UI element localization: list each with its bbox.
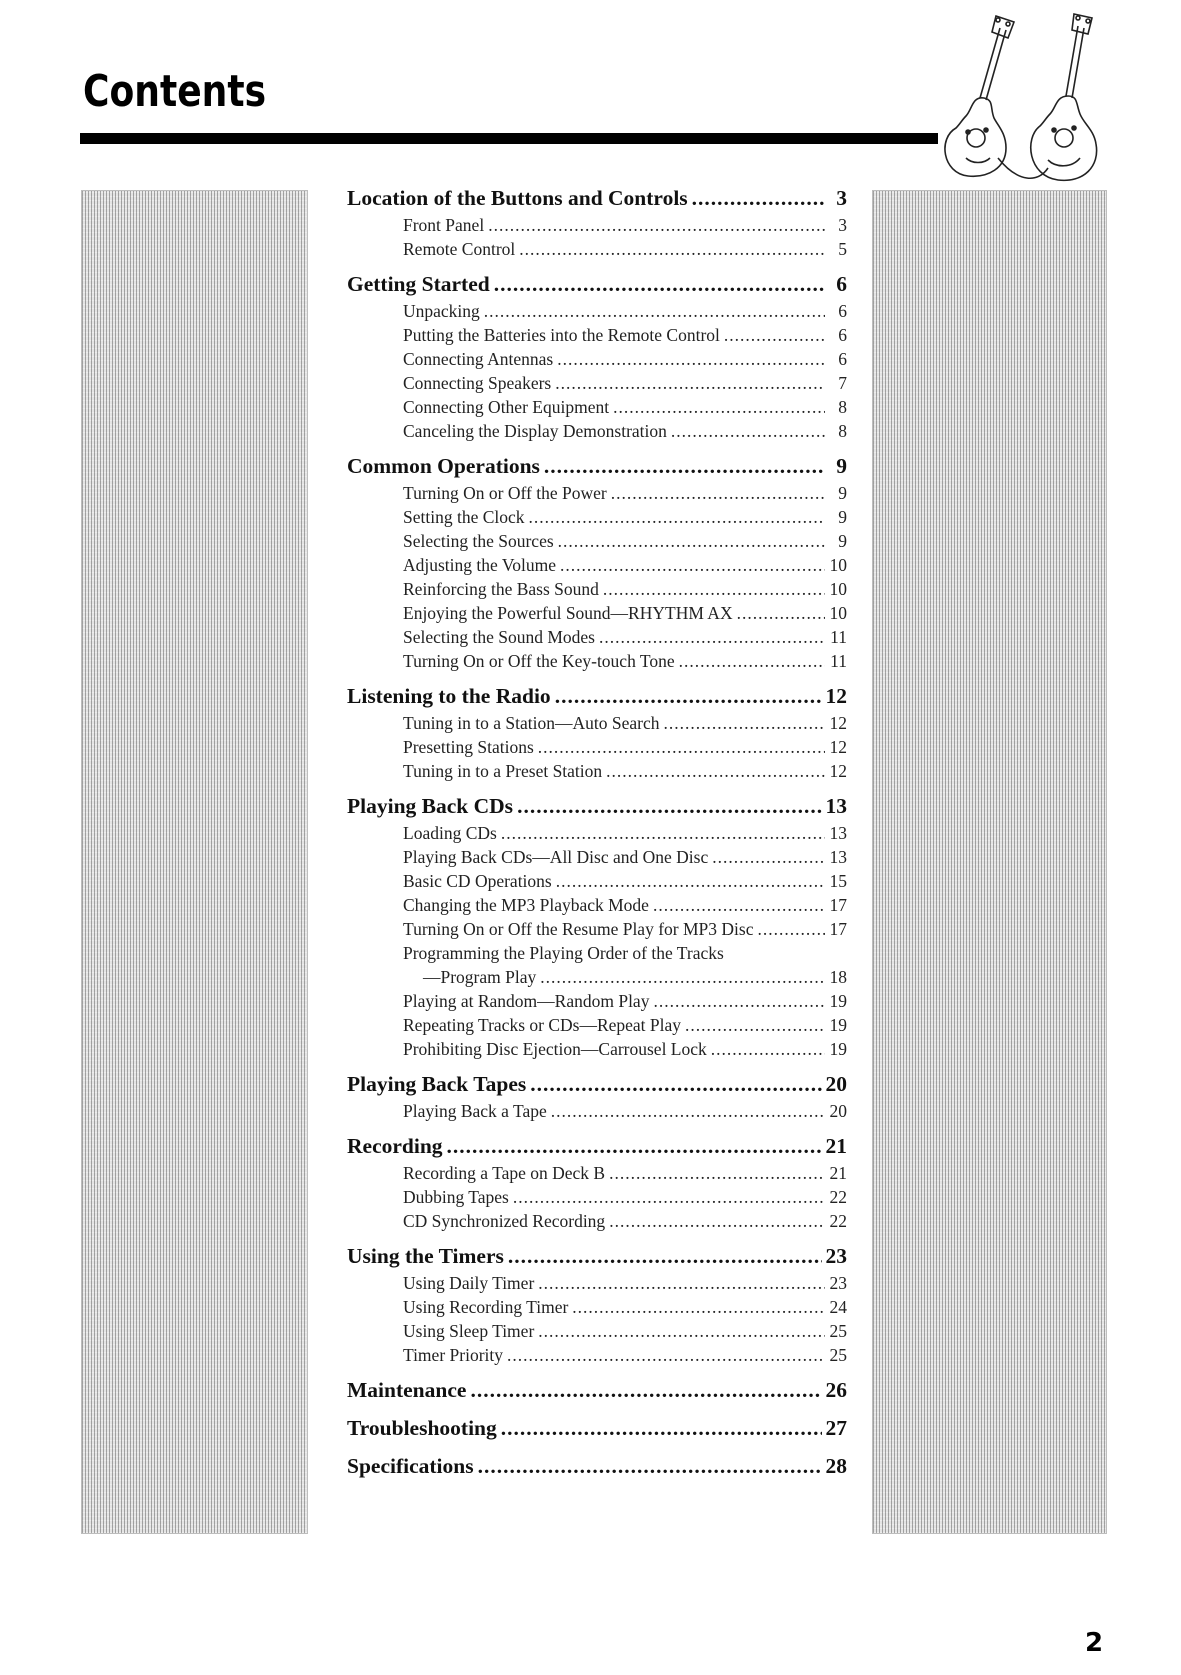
toc-section-heading[interactable] [347,1072,847,1101]
toc-entry-title: Basic CD Operations [403,871,552,891]
toc-entry-title: Turning On or Off the Key-touch Tone [403,651,675,671]
toc-entry-page: 11 [830,651,847,671]
guitar-mascots-icon [928,8,1108,193]
toc-entry-title: —Program Play [423,967,537,987]
dot-leader [501,1416,822,1441]
toc-entry-title: Unpacking [403,301,480,321]
toc-entry-title: Using Sleep Timer [403,1321,535,1341]
toc-entry-title: Remote Control [403,239,516,259]
dot-leader [671,421,825,442]
toc-entry[interactable] [347,531,847,555]
toc-entry-page: 10 [829,555,847,575]
toc-entry-page: 9 [838,483,847,503]
toc-entry[interactable] [347,737,847,761]
toc-entry-title: Setting the Clock [403,507,525,527]
toc-entry-page: 9 [838,531,847,551]
toc-section-title: Location of the Buttons and Controls [347,186,688,210]
table-of-contents [347,186,847,1483]
toc-section-heading[interactable] [347,1378,847,1407]
toc-section-heading[interactable] [347,1244,847,1273]
dot-leader [757,919,825,940]
dot-leader [557,349,825,370]
toc-section-heading[interactable] [347,272,847,301]
toc-entry-page: 21 [829,1163,847,1183]
toc-section-page: 27 [825,1416,847,1440]
title-rule [80,133,938,144]
toc-entry-title: Canceling the Display Demonstration [403,421,667,441]
toc-section-title: Maintenance [347,1378,467,1402]
toc-section-heading[interactable] [347,1454,847,1483]
toc-entry-title: Using Recording Timer [403,1297,569,1317]
right-pattern-panel [872,190,1107,1534]
toc-entry-page: 24 [829,1297,847,1317]
toc-entry-title: Loading CDs [403,823,497,843]
dot-leader [519,239,825,260]
toc-entry-page: 10 [829,579,847,599]
toc-entry-title: Recording a Tape on Deck B [403,1163,606,1183]
toc-entry-title: Using Daily Timer [403,1273,535,1293]
toc-entry-page: 8 [838,397,847,417]
toc-entry[interactable] [347,1345,847,1369]
toc-entry-page: 23 [829,1273,847,1293]
toc-section-page: 20 [825,1072,847,1096]
dot-leader [712,847,825,868]
toc-entry-title: Tuning in to a Preset Station [403,761,603,781]
toc-entry[interactable] [347,1163,847,1187]
toc-entry-page: 10 [829,603,847,623]
dot-leader [555,373,825,394]
toc-entry-page: 17 [829,919,847,939]
toc-entry[interactable] [347,1039,847,1063]
dot-leader [538,1321,825,1342]
toc-entry-page: 13 [829,823,847,843]
dot-leader [544,454,825,479]
page-title: Contents [83,66,267,117]
toc-entry-title: Selecting the Sound Modes [403,627,595,647]
dot-leader [560,555,825,576]
dot-leader [538,1273,825,1294]
toc-entry-title: Tuning in to a Station—Auto Search [403,713,660,733]
toc-entry-page: 6 [838,349,847,369]
toc-entry-page: 5 [838,239,847,259]
toc-entry-page: 25 [829,1321,847,1341]
toc-entry[interactable] [347,373,847,397]
toc-entry-page: 6 [838,325,847,345]
dot-leader [494,272,825,297]
toc-entry-page: 19 [829,1015,847,1035]
toc-entry[interactable] [347,651,847,675]
toc-entry[interactable] [347,325,847,349]
toc-entry-page: 12 [829,737,847,757]
toc-entry-page: 18 [829,967,847,987]
toc-entry-page: 12 [829,713,847,733]
dot-leader [685,1015,825,1036]
toc-entry[interactable] [347,919,847,943]
toc-section-title: Recording [347,1134,443,1158]
toc-entry-page: 11 [830,627,847,647]
dot-leader [447,1134,822,1159]
toc-section-heading[interactable] [347,454,847,483]
toc-entry-page: 6 [838,301,847,321]
toc-entry-title: Turning On or Off the Power [403,483,607,503]
toc-entry[interactable] [347,603,847,627]
left-pattern-panel [81,190,308,1534]
toc-section-heading[interactable] [347,186,847,215]
dot-leader [711,1039,825,1060]
toc-entry-page: 9 [838,507,847,527]
toc-entry-page: 22 [829,1211,847,1231]
dot-leader [530,1072,821,1097]
dot-leader [513,1187,825,1208]
dot-leader [507,1345,825,1366]
dot-leader [611,483,825,504]
dot-leader [606,761,825,782]
dot-leader [478,1454,822,1479]
toc-entry-title: Connecting Antennas [403,349,554,369]
dot-leader [653,991,825,1012]
toc-entry-title: Adjusting the Volume [403,555,556,575]
toc-entry-title: Presetting Stations [403,737,534,757]
toc-section-page: 26 [825,1378,847,1402]
toc-entry-title: Programming the Playing Order of the Tracks [403,943,724,963]
dot-leader [488,215,825,236]
toc-entry[interactable] [347,1101,847,1125]
toc-section-title: Troubleshooting [347,1416,497,1440]
toc-section-page: 12 [825,684,847,708]
dot-leader [555,684,822,709]
toc-entry-title: Connecting Speakers [403,373,552,393]
toc-entry-title: Reinforcing the Bass Sound [403,579,599,599]
toc-entry-page: 22 [829,1187,847,1207]
dot-leader [613,397,825,418]
toc-entry-title: CD Synchronized Recording [403,1211,606,1231]
toc-entry-title: Playing at Random—Random Play [403,991,650,1011]
toc-entry-page: 3 [838,215,847,235]
toc-section-title: Getting Started [347,272,490,296]
dot-leader [551,1101,825,1122]
toc-entry-page: 19 [829,991,847,1011]
dot-leader [517,794,821,819]
toc-entry-title: Turning On or Off the Resume Play for MP3 Disc [403,919,754,939]
toc-entry[interactable] [347,421,847,445]
toc-section-page: 6 [836,272,847,296]
toc-entry-title: Playing Back CDs—All Disc and One Disc [403,847,709,867]
toc-entry-title: Putting the Batteries into the Remote Control [403,325,720,345]
toc-entry-page: 13 [829,847,847,867]
toc-section-title: Specifications [347,1454,474,1478]
toc-entry[interactable] [347,1211,847,1235]
dot-leader [679,651,825,672]
toc-section-page: 13 [825,794,847,818]
toc-entry-page: 8 [838,421,847,441]
toc-entry[interactable] [347,397,847,421]
toc-entry[interactable] [347,239,847,263]
toc-entry-page: 7 [838,373,847,393]
toc-entry-title: Enjoying the Powerful Sound—RHYTHM AX [403,603,733,623]
toc-entry-page: 20 [829,1101,847,1121]
toc-section-heading[interactable] [347,1134,847,1163]
toc-section-heading[interactable] [347,684,847,713]
toc-entry[interactable] [347,761,847,785]
toc-entry-title: Timer Priority [403,1345,503,1365]
dot-leader [609,1211,825,1232]
toc-entry[interactable] [347,1321,847,1345]
toc-entry-page: 15 [829,871,847,891]
toc-section-page: 23 [825,1244,847,1268]
toc-section-heading[interactable] [347,794,847,823]
toc-entry-page: 19 [829,1039,847,1059]
dot-leader [470,1378,821,1403]
toc-entry[interactable] [347,871,847,895]
toc-section-title: Playing Back Tapes [347,1072,527,1096]
toc-entry-title: Playing Back a Tape [403,1101,547,1121]
toc-entry-title: Connecting Other Equipment [403,397,610,417]
toc-entry[interactable] [347,943,847,967]
toc-section-page: 9 [836,454,847,478]
toc-entry-title: Prohibiting Disc Ejection—Carrousel Lock [403,1039,707,1059]
toc-entry[interactable] [347,1187,847,1211]
toc-entry[interactable] [347,483,847,507]
toc-entry[interactable] [347,1015,847,1039]
dot-leader [501,823,825,844]
toc-entry[interactable] [347,579,847,603]
dot-leader [484,301,825,322]
toc-section-page: 28 [825,1454,847,1478]
toc-entry-title: Front Panel [403,215,485,235]
toc-entry[interactable] [347,967,847,991]
toc-section-title: Listening to the Radio [347,684,551,708]
dot-leader [603,579,825,600]
toc-section-page: 21 [825,1134,847,1158]
toc-entry[interactable] [347,349,847,373]
toc-entry[interactable] [347,713,847,737]
toc-entry[interactable] [347,895,847,919]
dot-leader [599,627,825,648]
dot-leader [529,507,825,528]
toc-entry[interactable] [347,991,847,1015]
toc-entry[interactable] [347,1273,847,1297]
toc-entry[interactable] [347,823,847,847]
toc-entry-title: Dubbing Tapes [403,1187,509,1207]
dot-leader [556,871,825,892]
toc-entry-page: 12 [829,761,847,781]
toc-section-title: Playing Back CDs [347,794,514,818]
toc-entry[interactable] [347,215,847,239]
toc-entry-title: Selecting the Sources [403,531,554,551]
dot-leader [653,895,825,916]
toc-section-title: Common Operations [347,454,540,478]
dot-leader [558,531,825,552]
page-number: 2 [1085,1628,1104,1658]
toc-entry[interactable] [347,1297,847,1321]
dot-leader [538,737,825,758]
dot-leader [692,186,825,211]
toc-section-heading[interactable] [347,1416,847,1445]
toc-entry[interactable] [347,507,847,531]
dot-leader [737,603,825,624]
toc-entry[interactable] [347,555,847,579]
toc-section-page: 3 [836,186,847,210]
toc-entry-page: 17 [829,895,847,915]
toc-entry[interactable] [347,301,847,325]
dot-leader [724,325,825,346]
toc-entry-page: 25 [829,1345,847,1365]
toc-section-title: Using the Timers [347,1244,504,1268]
dot-leader [508,1244,822,1269]
dot-leader [609,1163,825,1184]
dot-leader [540,967,825,988]
toc-entry-title: Repeating Tracks or CDs—Repeat Play [403,1015,682,1035]
dot-leader [664,713,825,734]
toc-entry[interactable] [347,627,847,651]
toc-entry-title: Changing the MP3 Playback Mode [403,895,649,915]
dot-leader [572,1297,825,1318]
toc-entry[interactable] [347,847,847,871]
